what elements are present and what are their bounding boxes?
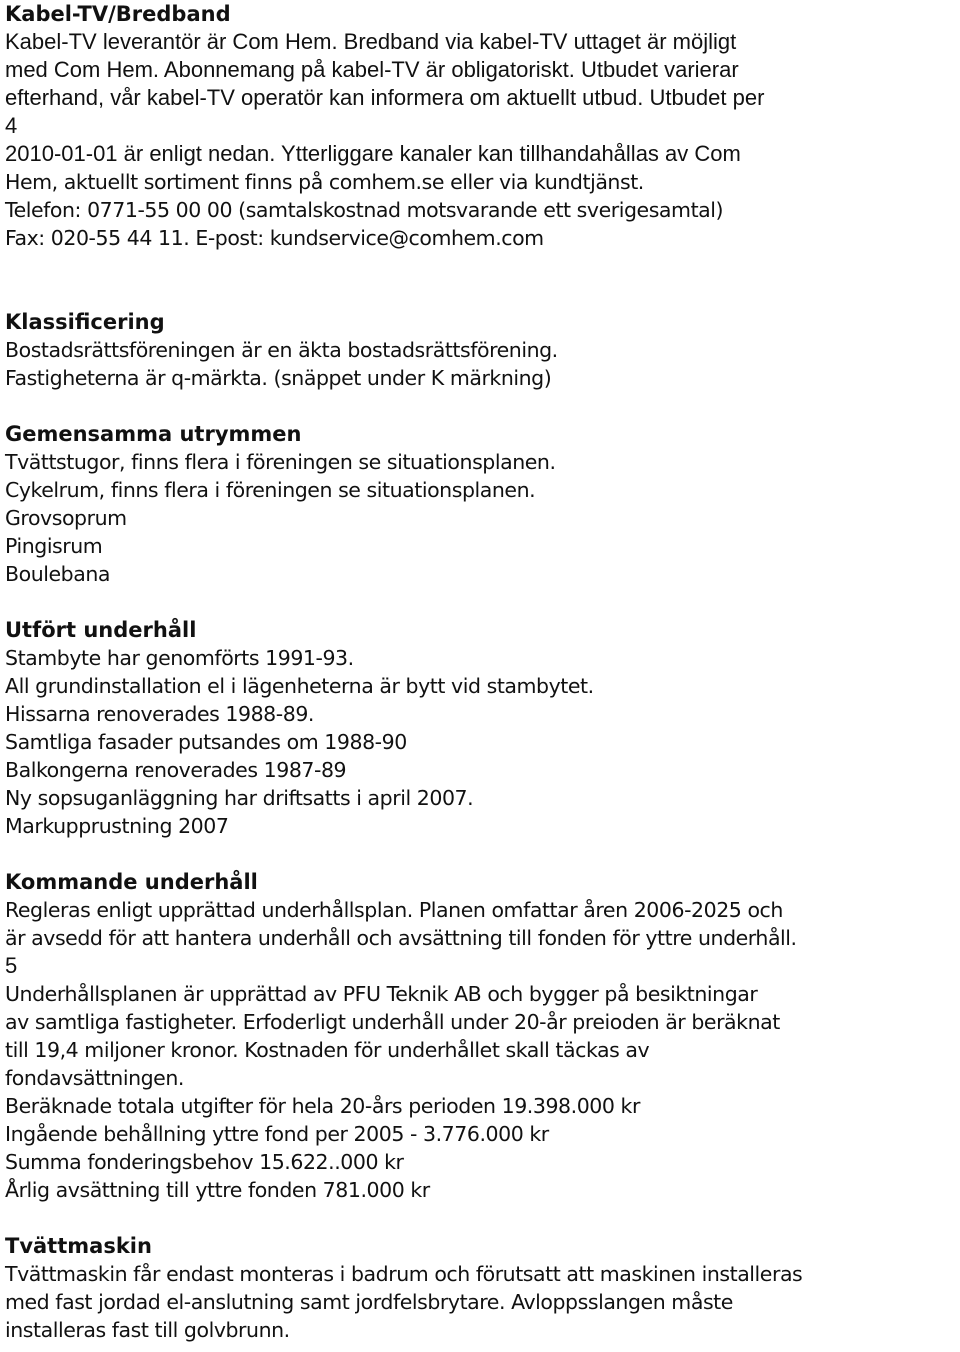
paragraph-line: är avsedd för att hantera underhåll och avsättning till fonden för yttre underhåll. xyxy=(5,926,797,950)
paragraph-line: Tvättstugor, finns flera i föreningen se situationsplanen. xyxy=(5,450,556,474)
section-gemensamma-utrymmen xyxy=(5,420,960,588)
paragraph-line: Tvättmaskin får endast monteras i badrum och förutsatt att maskinen installeras xyxy=(5,1262,803,1286)
paragraph-line: av samtliga fastigheter. Erfoderligt underhåll under 20-år preioden är beräknat xyxy=(5,1010,780,1034)
document xyxy=(5,0,960,1344)
paragraph-line: Grovsoprum xyxy=(5,506,127,530)
page-number: 5 xyxy=(5,953,18,978)
page-number: 4 xyxy=(5,113,18,138)
paragraph-line: med Com Hem. Abonnemang på kabel-TV är obligatoriskt. Utbudet varierar xyxy=(5,57,739,82)
paragraph-line: Cykelrum, finns flera i föreningen se situationsplanen. xyxy=(5,478,536,502)
section-kabel-tv xyxy=(5,0,960,252)
paragraph-line: Samtliga fasader putsandes om 1988-90 xyxy=(5,730,407,754)
section-heading: Tvättmaskin xyxy=(5,1234,152,1258)
paragraph-line: Fax: 020-55 44 11. E-post: kundservice@comhem.com xyxy=(5,226,544,250)
paragraph-line: Hem, aktuellt sortiment finns på comhem.se eller via kundtjänst. xyxy=(5,170,644,194)
paragraph-line: till 19,4 miljoner kronor. Kostnaden för underhållet skall täckas av xyxy=(5,1038,650,1062)
section-klassificering xyxy=(5,308,960,392)
paragraph-line: Regleras enligt upprättad underhållsplan. Planen omfattar åren 2006-2025 och xyxy=(5,898,783,922)
paragraph-line: Kabel-TV leverantör är Com Hem. Bredband via kabel-TV uttaget är möjligt xyxy=(5,29,737,54)
paragraph-line: Summa fonderingsbehov 15.622..000 kr xyxy=(5,1150,404,1174)
paragraph-line: Bostadsrättsföreningen är en äkta bostadsrättsförening. xyxy=(5,338,558,362)
paragraph-line: efterhand, vår kabel-TV operatör kan informera om aktuellt utbud. Utbudet per xyxy=(5,85,765,110)
paragraph-line: med fast jordad el-anslutning samt jordfelsbrytare. Avloppsslangen måste xyxy=(5,1290,733,1314)
section-heading: Kommande underhåll xyxy=(5,870,258,894)
paragraph-line: Telefon: 0771-55 00 00 (samtalskostnad motsvarande ett sverigesamtal) xyxy=(5,198,724,222)
paragraph-line: Hissarna renoverades 1988-89. xyxy=(5,702,314,726)
section-kommande-underhall xyxy=(5,868,960,1204)
paragraph-line: Underhållsplanen är upprättad av PFU Teknik AB och bygger på besiktningar xyxy=(5,982,758,1006)
paragraph-line: Balkongerna renoverades 1987-89 xyxy=(5,758,347,782)
paragraph-line: 2010-01-01 är enligt nedan. Ytterliggare kanaler kan tillhandahållas av Com xyxy=(5,141,741,166)
section-heading: Gemensamma utrymmen xyxy=(5,422,302,446)
paragraph-line: Årlig avsättning till yttre fonden 781.000 kr xyxy=(5,1178,430,1202)
paragraph-line: installeras fast till golvbrunn. xyxy=(5,1318,290,1342)
paragraph-line: Boulebana xyxy=(5,562,110,586)
section-heading: Klassificering xyxy=(5,310,165,334)
paragraph-line: Stambyte har genomförts 1991-93. xyxy=(5,646,354,670)
section-utfort-underhall xyxy=(5,616,960,840)
paragraph-line: Ingående behållning yttre fond per 2005 - 3.776.000 kr xyxy=(5,1122,549,1146)
section-heading: Kabel-TV/Bredband xyxy=(5,2,231,26)
section-tvattmaskin xyxy=(5,1232,960,1344)
paragraph-line: Markupprustning 2007 xyxy=(5,814,229,838)
paragraph-line: Ny sopsuganläggning har driftsatts i april 2007. xyxy=(5,786,474,810)
paragraph-line: Beräknade totala utgifter för hela 20-års perioden 19.398.000 kr xyxy=(5,1094,640,1118)
section-heading: Utfört underhåll xyxy=(5,618,197,642)
paragraph-line: Pingisrum xyxy=(5,534,103,558)
paragraph-line: fondavsättningen. xyxy=(5,1066,184,1090)
paragraph-line: All grundinstallation el i lägenheterna är bytt vid stambytet. xyxy=(5,674,594,698)
paragraph-line: Fastigheterna är q-märkta. (snäppet under K märkning) xyxy=(5,366,552,390)
